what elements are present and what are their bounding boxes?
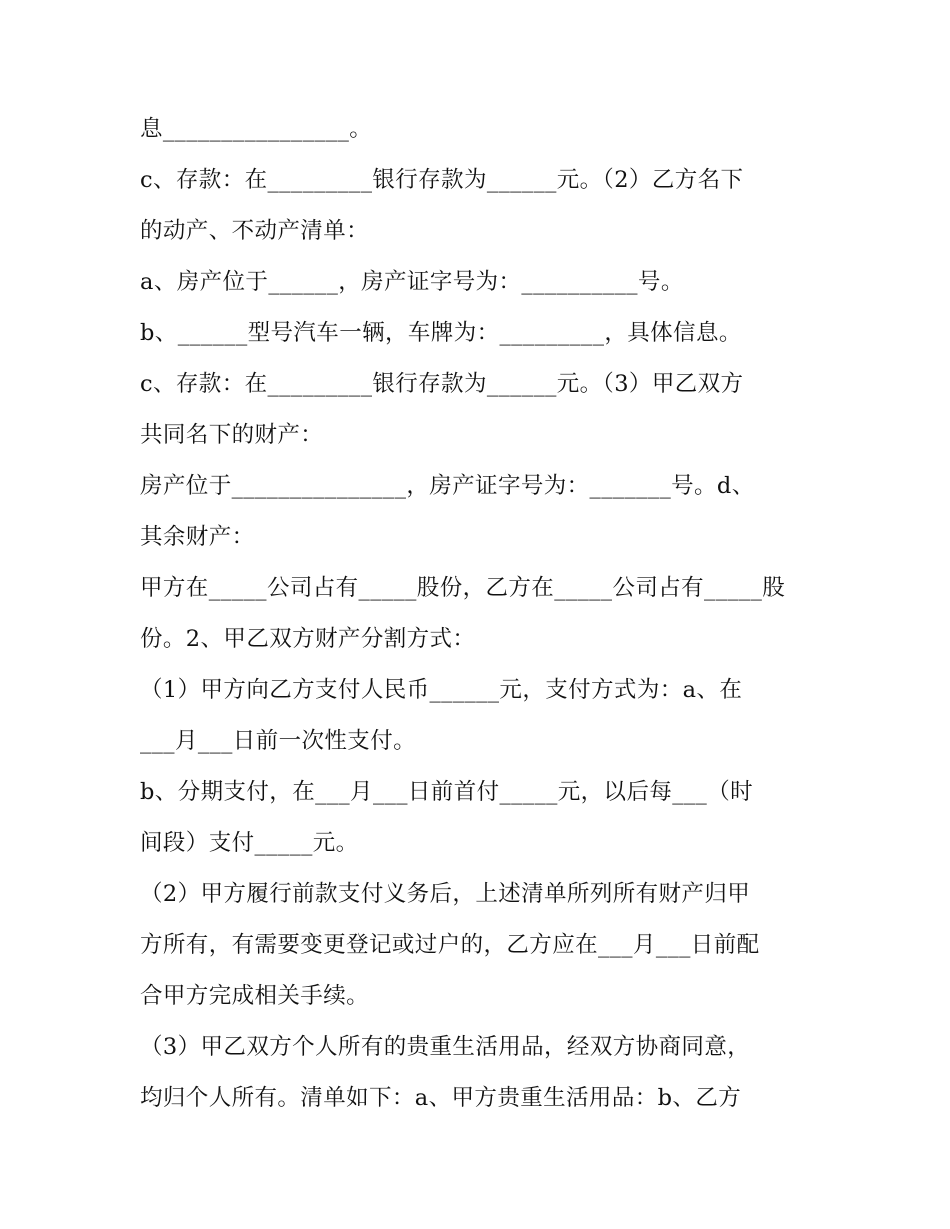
text-line: 甲方在_____公司占有_____股份，乙方在_____公司占有_____股 xyxy=(140,575,786,601)
text-line: 房产位于_______________，房产证字号为：_______号。d、 xyxy=(140,473,755,499)
text-line: ___月___日前一次性支付。 xyxy=(140,728,417,754)
text-line: （1）甲方向乙方支付人民币______元，支付方式为：a、在 xyxy=(140,677,743,703)
text-line: 共同名下的财产： xyxy=(140,422,324,448)
text-line: a、房产位于______，房产证字号为：__________号。 xyxy=(140,269,684,295)
text-line: c、存款：在_________银行存款为______元。（3）甲乙双方 xyxy=(140,371,744,397)
text-line: （2）甲方履行前款支付义务后，上述清单所列所有财产归甲 xyxy=(140,881,751,907)
text-line: 息________________。 xyxy=(140,116,373,142)
text-line: 间段）支付_____元。 xyxy=(140,830,359,856)
text-line: b、______型号汽车一辆，车牌为：_________，具体信息。 xyxy=(140,320,742,346)
text-line: c、存款：在_________银行存款为______元。（2）乙方名下 xyxy=(140,167,744,193)
text-line: 份。2、甲乙双方财产分割方式： xyxy=(140,626,476,652)
text-line: 其余财产： xyxy=(140,524,255,550)
text-line: b、分期支付，在___月___日前首付_____元，以后每___（时 xyxy=(140,779,754,805)
document-body xyxy=(140,104,830,1124)
text-line: （3）甲乙双方个人所有的贵重生活用品，经双方协商同意， xyxy=(140,1034,751,1060)
text-line: 的动产、不动产清单： xyxy=(140,218,370,244)
text-line: 合甲方完成相关手续。 xyxy=(140,983,370,1009)
text-line: 方所有，有需要变更登记或过户的，乙方应在___月___日前配 xyxy=(140,932,760,958)
text-line: 均归个人所有。清单如下：a、甲方贵重生活用品：b、乙方 xyxy=(140,1085,742,1111)
